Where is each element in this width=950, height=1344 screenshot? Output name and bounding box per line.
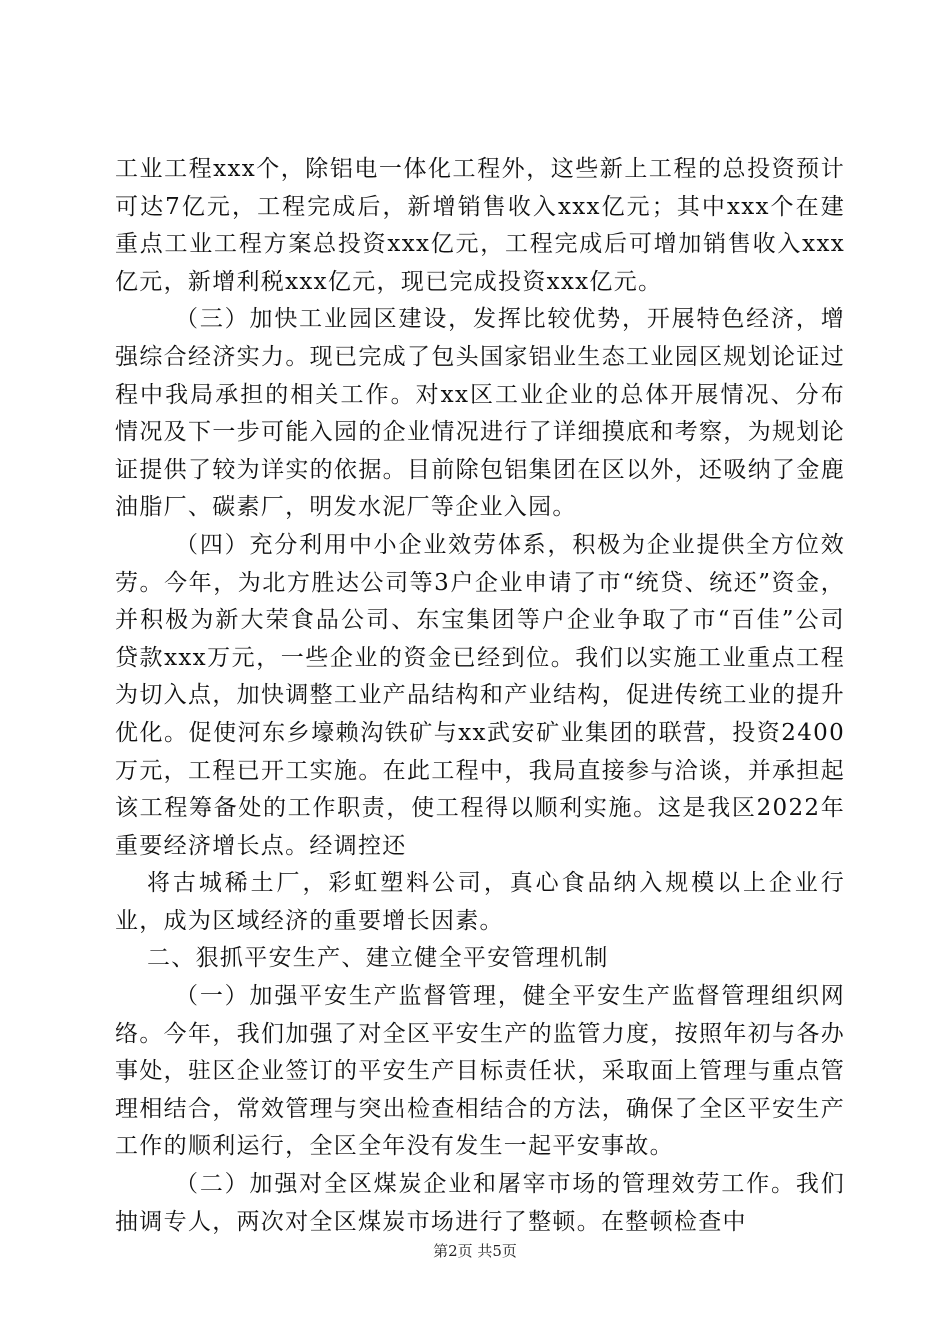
- paragraph-section-three: （三）加快工业园区建设，发挥比较优势，开展特色经济，增强综合经济实力。现已完成了包头国家铝业生态工业园区规划论证过程中我局承担的相关工作。对xx区工业企业的总体开展情况、分布情况及下一步可能入园的企业情况进行了详细摸底和考察，为规划论证提供了较为详实的依据。目前除包铝集团在区以外，还吸纳了金鹿油脂厂、碳素厂，明发水泥厂等企业入园。: [115, 306, 845, 521]
- paragraph-section-four: （四）充分利用中小企业效劳体系，积极为企业提供全方位效劳。今年，为北方胜达公司等3户企业申请了市“统贷、统还”资金，并积极为新大荣食品公司、东宝集团等户企业争取了市“百佳”公司贷款xxx万元，一些企业的资金已经到位。我们以实施工业重点工程为切入点，加快调整工业产品结构和产业结构，促进传统工业的提升优化。促使河东乡壕赖沟铁矿与xx武安矿业集团的联营，投资2400万元，工程已开工实施。在此工程中，我局直接参与洽谈，并承担起该工程筹备处的工作职责，使工程得以顺利实施。这是我区2022年重要经济增长点。经调控还: [115, 531, 845, 859]
- paragraph-continuation: 工业工程xxx个，除铝电一体化工程外，这些新上工程的总投资预计可达7亿元，工程完成后，新增销售收入xxx亿元；其中xxx个在建重点工业工程方案总投资xxx亿元，工程完成后可增加销售收入xxx亿元，新增利税xxx亿元，现已完成投资xxx亿元。: [115, 156, 845, 295]
- page-number-footer: 第2页 共5页: [433, 1242, 517, 1260]
- section-heading-safety: 二、狠抓平安生产、建立健全平安管理机制: [147, 945, 609, 972]
- paragraph-safety-one: （一）加强平安生产监督管理，健全平安生产监督管理组织网络。今年，我们加强了对全区平安生产的监管力度，按照年初与各办事处，驻区企业签订的平安生产目标责任状，采取面上管理与重点管理相结合，常效管理与突出检查相结合的方法，确保了全区平安生产工作的顺利运行，全区全年没有发生一起平安事故。: [115, 983, 845, 1160]
- paragraph-safety-two: （二）加强对全区煤炭企业和屠宰市场的管理效劳工作。我们抽调专人，两次对全区煤炭市场进行了整顿。在整顿检查中: [115, 1171, 845, 1235]
- document-body: [115, 151, 845, 1241]
- paragraph-continuation-2: 将古城稀土厂，彩虹塑料公司，真心食品纳入规模以上企业行业，成为区域经济的重要增长因素。: [115, 870, 845, 934]
